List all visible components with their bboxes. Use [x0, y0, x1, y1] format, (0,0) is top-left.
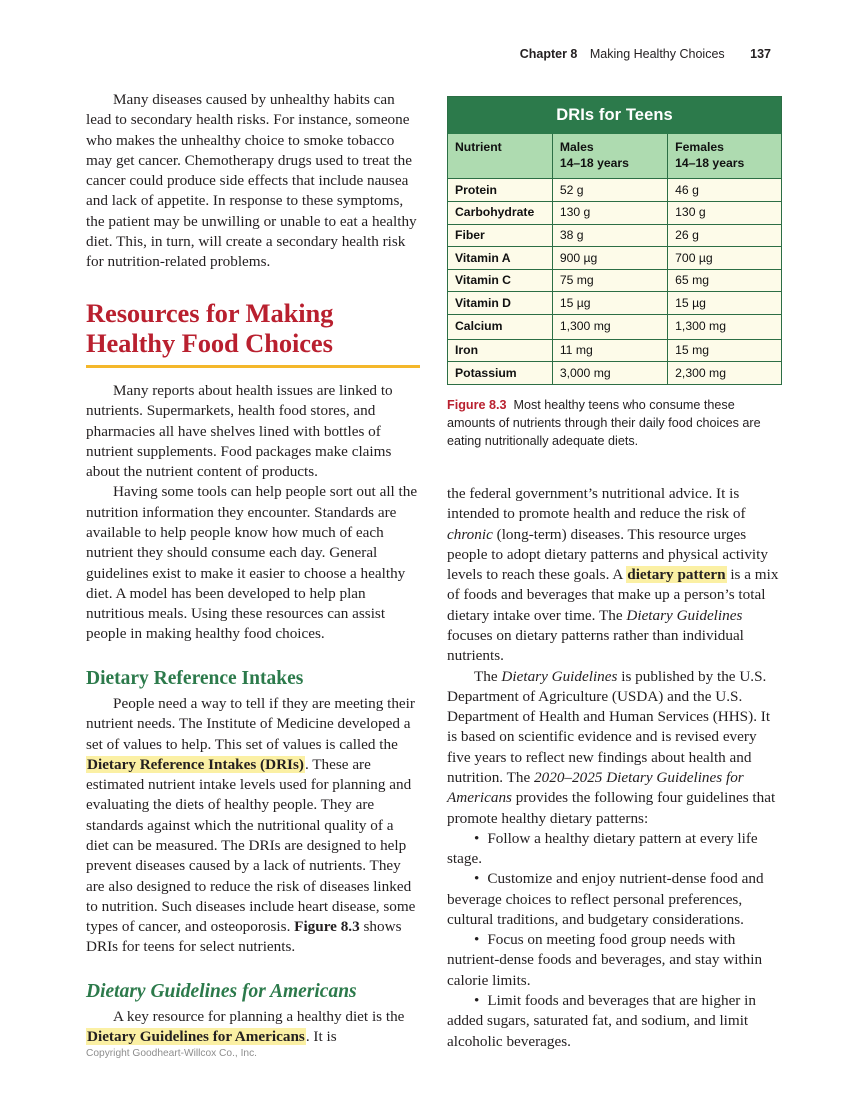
- running-head-chapter: Chapter 8: [519, 47, 578, 61]
- cell-males: 900 µg: [552, 247, 667, 270]
- published-text-a: The: [474, 667, 502, 685]
- cell-nutrient: Carbohydrate: [448, 201, 552, 224]
- page-number: 137: [750, 47, 771, 61]
- paragraph-tools: Having some tools can help people sort out all the nutrition information they encounter. Standards are available to help people know how much of each nutrient they should consume each day. General guidelines exist to make it easier to choose a healthy diet. A model has been developed to help plan nutritious meals. Using these resources can assist people in making healthy food choices.: [86, 483, 418, 643]
- title-rule: [86, 365, 420, 368]
- paragraph-intro: Many diseases caused by unhealthy habits can lead to secondary health risks. For instance, someone who makes the unhealthy choice to smoke tobacco may get cancer. Chemotherapy drugs used to treat the cancer could produce side effects that include nausea and lack of appetite. In response to these symptoms, the patient may be unwilling or unable to eat a healthy diet. This, in turn, will create a secondary health risk for nutrition-related problems.: [86, 91, 417, 271]
- paragraph-dri: [86, 694, 420, 958]
- heading-dietary-guidelines: Dietary Guidelines for Americans: [86, 980, 357, 1002]
- bullet-icon: •: [474, 931, 480, 949]
- column-header-nutrient: Nutrient: [448, 134, 552, 179]
- column-header-males: [552, 134, 667, 179]
- column-header-females: [668, 134, 781, 179]
- table-row: [448, 339, 781, 362]
- published-text-b: is published by the U.S. Department of Agriculture (USDA) and the U.S. Department of Health and Human Services (HHS). It is based on scientific evidence and is revised every five years to reflect new findings about health and nutrition. The: [447, 667, 771, 786]
- cell-males: 15 µg: [552, 292, 667, 315]
- cell-males: 38 g: [552, 224, 667, 247]
- table-row: [448, 201, 781, 224]
- males-line1: Males: [559, 140, 594, 154]
- cell-nutrient: Protein: [448, 179, 552, 202]
- dri-text-b: . These are estimated nutrient intake levels used for planning and evaluating the diets of healthy people. They are standards against which the nutritional quality of a diet can be measured. The DRIs are designed to help prevent diseases caused by a lack of nutrients. They are also designed to reduce the risk of diseases linked to nutrition. Such diseases include heart disease, some types of cancer, and osteoporosis.: [86, 755, 416, 936]
- list-item: [447, 991, 781, 1052]
- right-column: [447, 484, 781, 1052]
- table-row: [448, 224, 781, 247]
- paragraph-federal-advice: [447, 484, 781, 667]
- federal-text-b: (long-term) diseases. This resource urges people to adopt dietary patterns and physical activity levels to reach these goals. A: [447, 525, 768, 584]
- table-row: [448, 269, 781, 292]
- cell-females: 26 g: [668, 224, 781, 247]
- cell-males: 3,000 mg: [552, 362, 667, 384]
- list-item-text: Customize and enjoy nutrient-dense food and beverage choices to reflect personal preferences, cultural traditions, and budgetary considerations.: [447, 870, 764, 928]
- left-column: [86, 90, 420, 1048]
- males-line2: 14–18 years: [559, 155, 629, 170]
- figure-caption-text: Most healthy teens who consume these amounts of nutrients through their daily food choices are eating nutritionally adequate diets.: [447, 398, 761, 448]
- list-item-text: Limit foods and beverages that are higher in added sugars, saturated fat, and sodium, and limit alcoholic beverages.: [447, 992, 756, 1050]
- copyright-footer: Copyright Goodheart-Willcox Co., Inc.: [86, 1048, 257, 1059]
- cell-females: 65 mg: [668, 269, 781, 292]
- table-row: [448, 247, 781, 270]
- bullet-icon: •: [474, 992, 480, 1010]
- italic-dietary-guidelines-2: Dietary Guidelines: [501, 667, 618, 685]
- federal-text-c: is a mix of foods and beverages that make up a person’s total dietary intake over time. The: [447, 566, 779, 624]
- cell-males: 75 mg: [552, 269, 667, 292]
- italic-chronic: chronic: [447, 525, 493, 543]
- table-row: [448, 292, 781, 315]
- paragraph-reports: Many reports about health issues are linked to nutrients. Supermarkets, health food stores, and pharmacies all have shelves lined with bottles of nutrient supplements. Food packages make claims about the nutrient content of products.: [86, 382, 393, 481]
- cell-males: 1,300 mg: [552, 315, 667, 340]
- cell-males: 52 g: [552, 179, 667, 202]
- cell-females: 15 µg: [668, 292, 781, 315]
- cell-males: 130 g: [552, 201, 667, 224]
- running-head: [520, 47, 771, 61]
- table-body: [448, 179, 781, 384]
- list-item: [447, 930, 781, 991]
- dri-text-c: shows DRIs for teens for select nutrients.: [86, 918, 402, 956]
- cell-females: 700 µg: [668, 247, 781, 270]
- cell-nutrient: Iron: [448, 339, 552, 362]
- dri-table: [448, 97, 781, 384]
- bullet-icon: •: [474, 870, 480, 888]
- running-head-title: Making Healthy Choices: [589, 47, 725, 61]
- figure-caption-number: Figure 8.3: [447, 398, 507, 412]
- italic-dietary-guidelines-1: Dietary Guidelines: [626, 606, 743, 624]
- females-line2: 14–18 years: [675, 155, 745, 170]
- cell-females: 46 g: [668, 179, 781, 202]
- cell-nutrient: Vitamin A: [448, 247, 552, 270]
- key-text-b: . It is: [305, 1028, 337, 1046]
- list-item: [447, 829, 781, 870]
- cell-nutrient: Vitamin C: [448, 269, 552, 292]
- key-term-dietary-guidelines: Dietary Guidelines for Americans: [87, 1028, 305, 1046]
- cell-nutrient: Potassium: [448, 362, 552, 384]
- list-item: [447, 869, 781, 930]
- females-line1: Females: [675, 140, 724, 154]
- list-item-text: Focus on meeting food group needs with nutrient-dense foods and beverages, and stay within calorie limits.: [447, 931, 763, 989]
- cell-nutrient: Vitamin D: [448, 292, 552, 315]
- page-title: Resources for Making Healthy Food Choices: [86, 297, 334, 359]
- key-term-dri: Dietary Reference Intakes (DRIs): [87, 755, 304, 773]
- heading-dietary-reference-intakes: Dietary Reference Intakes: [86, 667, 304, 689]
- key-term-dietary-pattern: dietary pattern: [627, 566, 726, 584]
- italic-dietary-guidelines-2020: 2020–2025 Dietary Guidelines for Americans: [447, 768, 744, 807]
- cell-females: 2,300 mg: [668, 362, 781, 384]
- paragraph-key-resource: [86, 1007, 420, 1048]
- figure-reference: Figure 8.3: [294, 918, 360, 936]
- table-row: [448, 315, 781, 340]
- table-title: DRIs for Teens: [448, 97, 781, 134]
- cell-males: 11 mg: [552, 339, 667, 362]
- cell-females: 130 g: [668, 201, 781, 224]
- cell-females: 1,300 mg: [668, 315, 781, 340]
- table-row: [448, 179, 781, 202]
- list-item-text: Follow a healthy dietary pattern at every life stage.: [447, 829, 758, 868]
- guidelines-list: [447, 829, 781, 1052]
- dri-table-container: [447, 96, 782, 385]
- paragraph-published-by: [447, 667, 781, 829]
- cell-nutrient: Fiber: [448, 224, 552, 247]
- table-header-row: [448, 134, 781, 179]
- figure-caption: [447, 396, 783, 450]
- cell-females: 15 mg: [668, 339, 781, 362]
- table-row: [448, 362, 781, 384]
- published-text-c: provides the following four guidelines that promote healthy dietary patterns:: [447, 789, 776, 827]
- federal-text-d: focuses on dietary patterns rather than individual nutrients.: [447, 626, 744, 665]
- dri-text-a: People need a way to tell if they are meeting their nutrient needs. The Institute of Medicine developed a set of values to help. This set of values is called the: [86, 695, 415, 753]
- bullet-icon: •: [474, 829, 480, 847]
- federal-text-a: the federal government’s nutritional advice. It is intended to promote health and reduce the risk of: [447, 485, 746, 523]
- key-text-a: A key resource for planning a healthy diet is the: [113, 1008, 405, 1026]
- cell-nutrient: Calcium: [448, 315, 552, 340]
